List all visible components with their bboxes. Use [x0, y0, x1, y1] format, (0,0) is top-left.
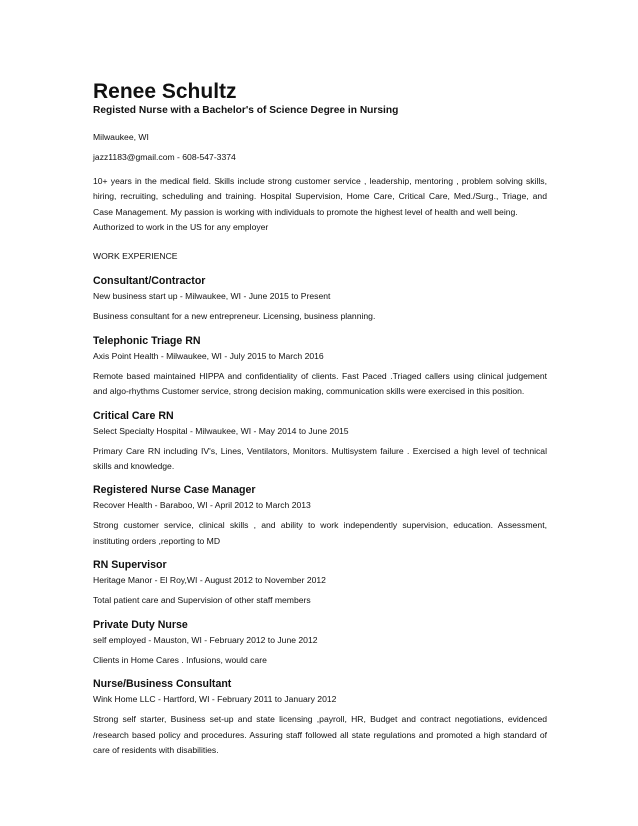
job-title: Critical Care RN [93, 409, 174, 422]
contact-location: Milwaukee, WI [93, 132, 149, 142]
job-entry [93, 409, 547, 475]
job-meta: Select Specialty Hospital - Milwaukee, WI - May 2014 to June 2015 [93, 425, 349, 436]
job-title: Consultant/Contractor [93, 275, 206, 288]
job-meta: self employed - Mauston, WI - February 2012 to June 2012 [93, 634, 318, 645]
section-heading-work-experience: WORK EXPERIENCE [93, 251, 178, 262]
job-entry [93, 558, 547, 608]
job-meta: Recover Health - Baraboo, WI - April 2012 to March 2013 [93, 500, 311, 511]
job-description: Clients in Home Cares . Infusions, would care [93, 654, 267, 665]
job-title: RN Supervisor [93, 559, 167, 572]
job-description: Business consultant for a new entrepreneur. Licensing, business planning. [93, 311, 376, 322]
candidate-name: Renee Schultz [93, 80, 237, 103]
job-entry [93, 334, 547, 400]
job-description: Primary Care RN including IV's, Lines, Ventilators, Monitors. Multisystem failure . Exercised a high level of technical skills and knowledge. [93, 445, 547, 472]
job-entry [93, 677, 547, 758]
job-entry [93, 483, 547, 549]
contact-email-phone: jazz1183@gmail.com - 608-547-3374 [93, 152, 236, 163]
job-meta: Heritage Manor - El Roy,WI - August 2012 to November 2012 [93, 575, 326, 586]
summary-text: 10+ years in the medical field. Skills include strong customer service , leadership, mentoring , problem solving skills, hiring, recruiting, scheduling and training. Hospital Supervision, Home Care, Critical Care, Med./Surg., Triage, and Case Management. My passion is working with individuals to promote the highest level of health and well being. [93, 175, 547, 217]
job-title: Telephonic Triage RN [93, 334, 201, 347]
candidate-headline: Registed Nurse with a Bachelor's of Science Degree in Nursing [93, 105, 399, 116]
job-entry [93, 618, 547, 668]
work-authorization: Authorized to work in the US for any employer [93, 222, 269, 233]
job-description: Strong customer service, clinical skills , and ability to work independently supervision, education. Assessment, instituting orders ,reporting to MD [93, 520, 547, 546]
job-meta: Axis Point Health - Milwaukee, WI - July 2015 to March 2016 [93, 350, 324, 361]
job-entry [93, 274, 547, 324]
resume-page [93, 80, 547, 767]
job-title: Registered Nurse Case Manager [93, 484, 256, 497]
job-description: Remote based maintained HIPPA and confidentiality of clients. Fast Paced .Triaged callers using clinical judgement and algo-rhythms Customer service, strong decision making, communication skills were exercised in this position. [93, 370, 547, 397]
job-title: Private Duty Nurse [93, 618, 188, 631]
job-title: Nurse/Business Consultant [93, 678, 232, 691]
job-meta: Wink Home LLC - Hartford, WI - February 2011 to January 2012 [93, 694, 337, 705]
job-meta: New business start up - Milwaukee, WI - June 2015 to Present [93, 291, 331, 302]
job-description: Strong self starter, Business set-up and state licensing ,payroll, HR, Budget and contract negotiations, evidenced /research based policy and procedures. Assuring staff followed all state regulations and promoted a high standard of care of residents with disabilities. [93, 714, 547, 755]
job-description: Total patient care and Supervision of other staff members [93, 595, 311, 606]
job-list [93, 274, 547, 758]
